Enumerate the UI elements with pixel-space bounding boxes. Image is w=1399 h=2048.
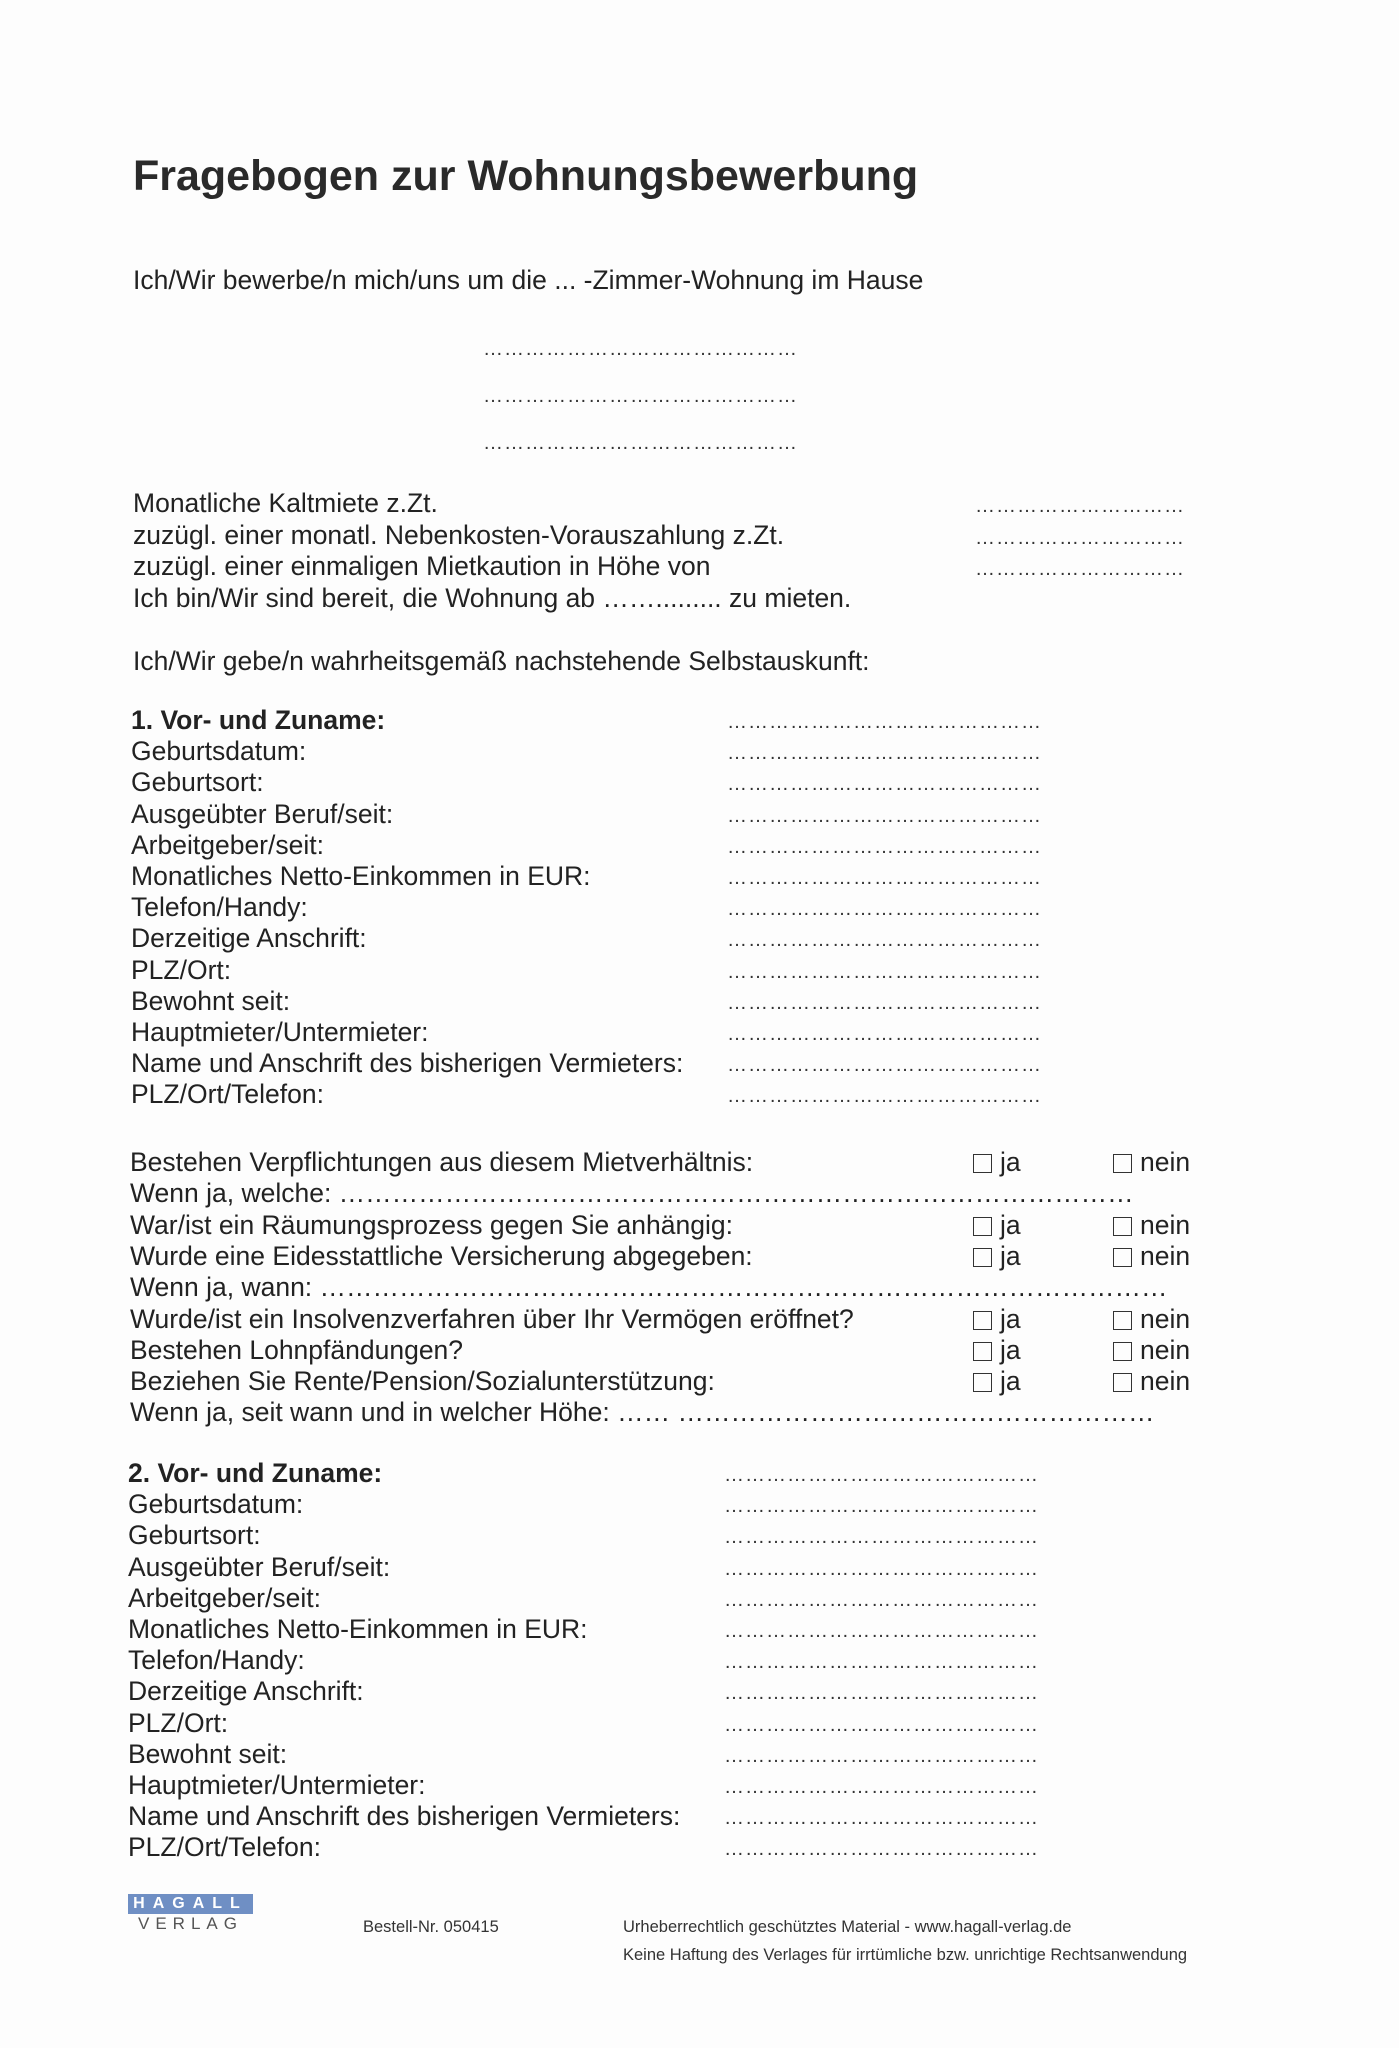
field-input[interactable]: ……………………………………… bbox=[724, 1620, 1039, 1642]
field-label: Telefon/Handy: bbox=[128, 1645, 305, 1676]
field-label: Derzeitige Anschrift: bbox=[128, 1676, 364, 1707]
question-text: Wenn ja, wann: …………………………………………………………………………………… bbox=[130, 1272, 1168, 1303]
question-text: Bestehen Lohnpfändungen? bbox=[130, 1334, 464, 1365]
no-checkbox[interactable] bbox=[1113, 1217, 1132, 1236]
no-checkbox[interactable] bbox=[1113, 1154, 1132, 1173]
field-input[interactable]: ……………………………………… bbox=[724, 1682, 1039, 1705]
applicant-name-label: 1. Vor- und Zuname: bbox=[131, 705, 386, 735]
disclaimer-notice: Keine Haftung des Verlages für irrtümliche bzw. unrichtige Rechtsanwendung bbox=[623, 1946, 1188, 1964]
self-disclosure-text: Ich/Wir gebe/n wahrheitsgemäß nachstehende Selbstauskunft: bbox=[133, 646, 870, 676]
field-label: Ausgeübter Beruf/seit: bbox=[128, 1551, 391, 1582]
no-option[interactable] bbox=[1113, 1241, 1190, 1272]
yes-label: ja bbox=[1000, 1366, 1021, 1397]
no-label: nein bbox=[1140, 1147, 1191, 1177]
field-input[interactable]: ……………………………………… bbox=[724, 1744, 1039, 1767]
field-label: Bewohnt seit: bbox=[131, 985, 291, 1016]
yes-checkbox[interactable] bbox=[973, 1311, 992, 1330]
field-label: PLZ/Ort/Telefon: bbox=[131, 1079, 324, 1110]
field-label: Monatliches Netto-Einkommen in EUR: bbox=[128, 1614, 588, 1644]
yes-checkbox[interactable] bbox=[973, 1342, 992, 1361]
field-label: Arbeitgeber/seit: bbox=[128, 1582, 321, 1613]
field-input[interactable]: ……………………………………… bbox=[727, 1023, 1042, 1045]
field-input[interactable]: ……………………………………… bbox=[727, 804, 1042, 827]
question-text: Wurde eine Eidesstattliche Versicherung abgegeben: bbox=[130, 1240, 753, 1271]
no-checkbox[interactable] bbox=[1113, 1373, 1132, 1392]
cost-label-service-charges: zuzügl. einer monatl. Nebenkosten-Vorauszahlung z.Zt. bbox=[133, 520, 785, 550]
field-label: Hauptmieter/Untermieter: bbox=[131, 1017, 429, 1047]
yes-checkbox[interactable] bbox=[973, 1154, 992, 1173]
field-label: Telefon/Handy: bbox=[131, 892, 308, 923]
question-text: Bestehen Verpflichtungen aus diesem Mietverhältnis: bbox=[130, 1147, 754, 1177]
no-label: nein bbox=[1140, 1334, 1191, 1365]
no-label: nein bbox=[1140, 1366, 1191, 1397]
no-checkbox[interactable] bbox=[1113, 1248, 1132, 1267]
no-checkbox[interactable] bbox=[1113, 1342, 1132, 1361]
field-label: Bewohnt seit: bbox=[128, 1738, 288, 1769]
field-label: PLZ/Ort: bbox=[128, 1707, 229, 1738]
field-input[interactable]: ……………………………………… bbox=[724, 1588, 1039, 1611]
question-text: War/ist ein Räumungsprozess gegen Sie anhängig: bbox=[130, 1209, 733, 1240]
yes-label: ja bbox=[1000, 1147, 1021, 1177]
field-label: Monatliches Netto-Einkommen in EUR: bbox=[131, 861, 591, 891]
no-label: nein bbox=[1140, 1240, 1191, 1271]
field-input[interactable]: ……………………………………… bbox=[724, 1713, 1039, 1736]
cost-label-deposit: zuzügl. einer einmaligen Mietkaution in Höhe von bbox=[133, 551, 711, 581]
field-input[interactable]: ……………………………………… bbox=[727, 929, 1042, 952]
yes-label: ja bbox=[1000, 1303, 1021, 1334]
field-input[interactable]: ……………………………………… bbox=[724, 1495, 1039, 1518]
intro-text: Ich/Wir bewerbe/n mich/uns um die ... -Zimmer-Wohnung im Hause bbox=[133, 265, 924, 295]
cost-field-service-charges[interactable]: ………………………… bbox=[975, 527, 1185, 549]
field-label: PLZ/Ort/Telefon: bbox=[128, 1832, 321, 1863]
field-input[interactable]: ……………………………………… bbox=[727, 898, 1042, 921]
address-line-2[interactable]: ……………………………………… bbox=[483, 385, 798, 407]
no-label: nein bbox=[1140, 1209, 1191, 1240]
field-input[interactable]: ……………………………………… bbox=[727, 867, 1042, 889]
field-input[interactable]: ……………………………………… bbox=[727, 960, 1042, 983]
yes-option[interactable] bbox=[973, 1241, 1021, 1272]
field-label: Arbeitgeber/seit: bbox=[131, 829, 324, 860]
field-input[interactable]: ……………………………………… bbox=[727, 1085, 1042, 1108]
yes-option[interactable] bbox=[973, 1304, 1021, 1335]
field-label: Derzeitige Anschrift: bbox=[131, 923, 367, 954]
yes-label: ja bbox=[1000, 1209, 1021, 1240]
question-text: Wurde/ist ein Insolvenzverfahren über Ihr Vermögen eröffnet? bbox=[130, 1303, 854, 1334]
field-label: Hauptmieter/Untermieter: bbox=[128, 1770, 426, 1800]
no-option[interactable] bbox=[1113, 1210, 1190, 1241]
yes-checkbox[interactable] bbox=[973, 1217, 992, 1236]
field-label: Geburtsdatum: bbox=[128, 1489, 304, 1520]
field-input[interactable]: ……………………………………… bbox=[727, 835, 1042, 858]
field-label: Ausgeübter Beruf/seit: bbox=[131, 798, 394, 829]
cost-field-cold-rent[interactable]: ………………………… bbox=[975, 495, 1185, 517]
yes-option[interactable] bbox=[973, 1210, 1021, 1241]
no-option[interactable] bbox=[1113, 1304, 1190, 1335]
yes-checkbox[interactable] bbox=[973, 1373, 992, 1392]
field-label: PLZ/Ort: bbox=[131, 954, 232, 985]
page-title: Fragebogen zur Wohnungsbewerbung bbox=[133, 152, 919, 200]
yes-label: ja bbox=[1000, 1240, 1021, 1271]
field-input[interactable]: ……………………………………… bbox=[724, 1651, 1039, 1674]
field-label: Name und Anschrift des bisherigen Vermieters: bbox=[131, 1048, 684, 1079]
field-label: Geburtsort: bbox=[128, 1520, 261, 1551]
verlag-logo-text: VERLAG bbox=[138, 1914, 243, 1933]
field-input[interactable]: ……………………………………… bbox=[727, 742, 1042, 765]
question-text: Wenn ja, seit wann und in welcher Höhe: …… ……………………………………………… bbox=[130, 1397, 1155, 1428]
field-label: Name und Anschrift des bisherigen Vermieters: bbox=[128, 1801, 681, 1832]
applicant-name-label: 2. Vor- und Zuname: bbox=[128, 1458, 383, 1488]
field-input[interactable]: ……………………………………… bbox=[724, 1526, 1039, 1549]
move-in-text: Ich bin/Wir sind bereit, die Wohnung ab ……......... zu mieten. bbox=[133, 583, 852, 613]
applicant-name-field[interactable]: ……………………………………… bbox=[727, 711, 1042, 733]
yes-label: ja bbox=[1000, 1334, 1021, 1365]
hagall-logo: HAGALL bbox=[128, 1894, 253, 1914]
order-number: Bestell-Nr. 050415 bbox=[363, 1918, 499, 1936]
yes-checkbox[interactable] bbox=[973, 1248, 992, 1267]
field-input[interactable]: ……………………………………… bbox=[724, 1776, 1039, 1798]
field-input[interactable]: ……………………………………… bbox=[724, 1557, 1039, 1580]
yes-option[interactable] bbox=[973, 1366, 1021, 1397]
no-option[interactable] bbox=[1113, 1366, 1190, 1397]
field-input[interactable]: ……………………………………… bbox=[727, 991, 1042, 1014]
applicant-name-field[interactable]: ……………………………………… bbox=[724, 1464, 1039, 1486]
field-label: Geburtsdatum: bbox=[131, 736, 307, 767]
field-input[interactable]: ……………………………………… bbox=[724, 1838, 1039, 1861]
address-line-3[interactable]: ……………………………………… bbox=[483, 432, 798, 454]
field-input[interactable]: ……………………………………… bbox=[727, 773, 1042, 796]
yes-option[interactable] bbox=[973, 1147, 1021, 1178]
no-option[interactable] bbox=[1113, 1335, 1190, 1366]
field-label: Geburtsort: bbox=[131, 767, 264, 798]
question-text: Wenn ja, welche: ……………………………………………………………………………… bbox=[130, 1178, 1134, 1209]
cost-field-deposit[interactable]: ………………………… bbox=[975, 558, 1185, 580]
cost-label-cold-rent: Monatliche Kaltmiete z.Zt. bbox=[133, 488, 438, 518]
address-line-1[interactable]: ……………………………………… bbox=[483, 338, 798, 360]
field-input[interactable]: ……………………………………… bbox=[727, 1054, 1042, 1077]
copyright-notice: Urheberrechtlich geschütztes Material - www.hagall-verlag.de bbox=[623, 1918, 1072, 1936]
field-input[interactable]: ……………………………………… bbox=[724, 1807, 1039, 1830]
no-checkbox[interactable] bbox=[1113, 1311, 1132, 1330]
no-label: nein bbox=[1140, 1303, 1191, 1334]
yes-option[interactable] bbox=[973, 1335, 1021, 1366]
question-text: Beziehen Sie Rente/Pension/Sozialunterstützung: bbox=[130, 1366, 715, 1397]
no-option[interactable] bbox=[1113, 1147, 1190, 1178]
